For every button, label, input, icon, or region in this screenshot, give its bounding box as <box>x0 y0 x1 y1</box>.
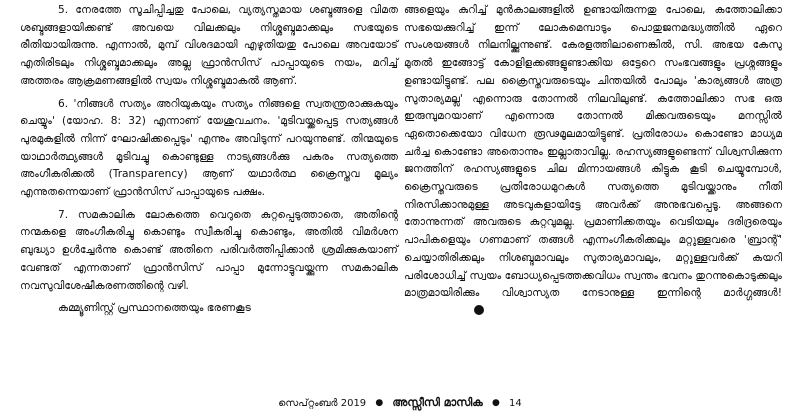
paragraph-continued-text: ങ്ങളെയും കുറിച്ച് മുൻകാലങ്ങളിൽ ഉണ്ടായിരുന്നതു പോലെ, കത്തോലിക്കാ സഭയെക്കുറിച്ച് ഇന്ന് ലോകമെമ്പാടും പൊതുജനമദ്ധ്യത്തിൽ ഏറെ സംശയങ്ങൾ നിലനില്ക്കുന്നുണ്ട്. കേരളത്തിലാണെങ്കിൽ, സി. അഭയ കേസു മുതൽ ഇങ്ങോട്ട് കോളിളക്കങ്ങളുണ്ടാക്കിയ ഒട്ടേറെ സംഭവങ്ങളും പ്രശ്നങ്ങളും ഉണ്ടായിട്ടുണ്ട്. പല ക്രൈസ്തവരുടെയും ചിന്തയിൽ പോലും 'കാര്യങ്ങൾ അത്ര സുതാര്യമല്ല' എന്നൊരു തോന്നൽ നിലവിലുണ്ട്. കത്തോലിക്കാ സഭ ഒരു ഇരുമ്പുമറയാണ് എന്നൊരു തോന്നൽ മിക്കവരുടെയും മനസ്സിൽ ഏതൊക്കെയോ വിധേന രൂഢമൂലമായിട്ടുണ്ട്. പ്രതിരോധം കൊണ്ടോ മാധ്യമ ചർച്ച കൊണ്ടോ അതൊന്നും ഇല്ലാതാവില്ല. രഹസ്യങ്ങളുണ്ടെന്ന് വിശ്വസിക്കുന്ന ജനത്തിന് രഹസ്യങ്ങളുടെ ചില മിന്നായങ്ങൾ കിട്ടുക കൂടി ചെയ്യുമ്പോൾ, ക്രൈസ്തവരുടെ പ്രതിരോധമുറകൾ സത്യത്തെ മൂടിവയ്ക്കാനും നീതി നിരസിക്കാനുമുള്ള അടവുകളായിട്ടേ അവർക്ക് അനുഭവപ്പെടൂ. അങ്ങനെ തോന്നുന്നത് അവരുടെ കുറ്റവുമല്ല. പ്രമാണിക്കതയും വെടിയലും ദരിദ്രരെയും പാപികളെയും ഗണമാണ് തങ്ങൾ എന്നംഗീകരിക്കലും മറ്റുള്ളവരെ 'ബ്രാന്റ്' ചെയ്യാതിരിക്കലും നിശബ്ദമാവലും സുതാര്യമാവലും, മറ്റുള്ളവർക്ക് കയറി പരിശോധിച്ച് സ്വയം ബോധ്യപ്പെടത്തക്കവിധം സ്വന്തം ഭവനം തുറന്നുകൊടുക്കലും മാത്രമായിരിക്കും വിശ്വാസ്യത നേടാനുള്ള ഇന്നിന്റെ മാർഗ്ഗങ്ങൾ! <box>404 4 782 300</box>
right-column <box>404 2 782 321</box>
footer-magazine-name: അസ്സീസി മാസിക <box>392 396 483 409</box>
paragraph-6: 6. 'നിങ്ങൾ സത്യം അറിയുകയും സത്യം നിങ്ങളെ സ്വതന്ത്രരാക്കുകയും ചെയ്യും' (യോഹ. 8: 32) എന്നാണ് യേശുവചനം. 'മുടിവയ്ക്കപ്പെട്ട സത്യങ്ങൾ പുരമുകളിൽ നിന്ന് ഘോഷിക്കപ്പെടും' എന്നും അവിടുന്ന് പറയുന്നുണ്ട്. തിന്മയുടെ യാഥാർത്ഥ്യങ്ങൾ മൂടിവച്ചു കൊണ്ടുള്ള നാട്യങ്ങൾക്കു പകരം സത്യത്തെ അംഗീകരിക്കൽ (Transparency) ആണ് യഥാർത്ഥ ക്രൈസ്തവ മൂല്യം എന്നുതന്നെയാണ് ഫ്രാൻസിസ് പാപ്പായുടെ പക്ഷം. <box>20 97 398 199</box>
left-column <box>20 2 398 318</box>
footer-page-number: 14 <box>509 398 522 409</box>
footer-month-year: സെപ്റ്റംബർ 2019 <box>278 398 367 409</box>
paragraph-7: 7. സമകാലിക ലോകത്തെ വെറുതെ കുറ്റപ്പെടുത്താതെ, അതിന്റെ നന്മകളെ അംഗീകരിച്ചു കൊണ്ടും സ്വീകരിച്ചു കൊണ്ടും, അതിൽ വിമർശന ബുദ്ധ്യാ ഉൾച്ചേർന്നു കൊണ്ട് അതിനെ പരിവർത്തിപ്പിക്കാൻ ശ്രമിക്കുകയാണ് വേണ്ടത് എന്നതാണ് ഫ്രാൻസിസ് പാപ്പാ മുന്നോട്ടുവയ്ക്കുന്ന സമകാലിക നവസുവിശേഷീകരണത്തിന്റെ വഴി. <box>20 208 398 292</box>
page-footer <box>0 393 800 413</box>
paragraph-5: 5. നേരത്തേ സൂചിപ്പിച്ചതു പോലെ, വ്യത്യസ്തമായ ശബ്ദങ്ങളെ വിമത ശബ്ദങ്ങളായിക്കണ്ട് അവയെ വിലക്കലും നിശ്ശബ്ദമാക്കലും സഭയുടെ രീതിയായിരുന്നു. എന്നാൽ, മുമ്പ് വിശദമായി എഴുതിയതു പോലെ അവയോട് എതിരിടലും നിശ്ശബ്ദമാക്കലും അല്ല ഫ്രാൻസിസ് പാപ്പായുടെ നയം, മറിച്ച് അത്തരം ആക്രമണങ്ങളിൽ സ്വയം നിശ്ശബ്ദമാകൽ ആണ്. <box>20 4 398 87</box>
paragraph-8-start: കമ്മ്യൂണിസ്റ്റ് പ്രസ്ഥാനത്തെയും ഭരണകൂട <box>58 302 251 315</box>
end-mark-icon <box>474 305 484 315</box>
footer-separator: ● <box>491 398 500 408</box>
paragraph-continued <box>404 2 782 321</box>
footer-separator: ● <box>375 398 384 408</box>
